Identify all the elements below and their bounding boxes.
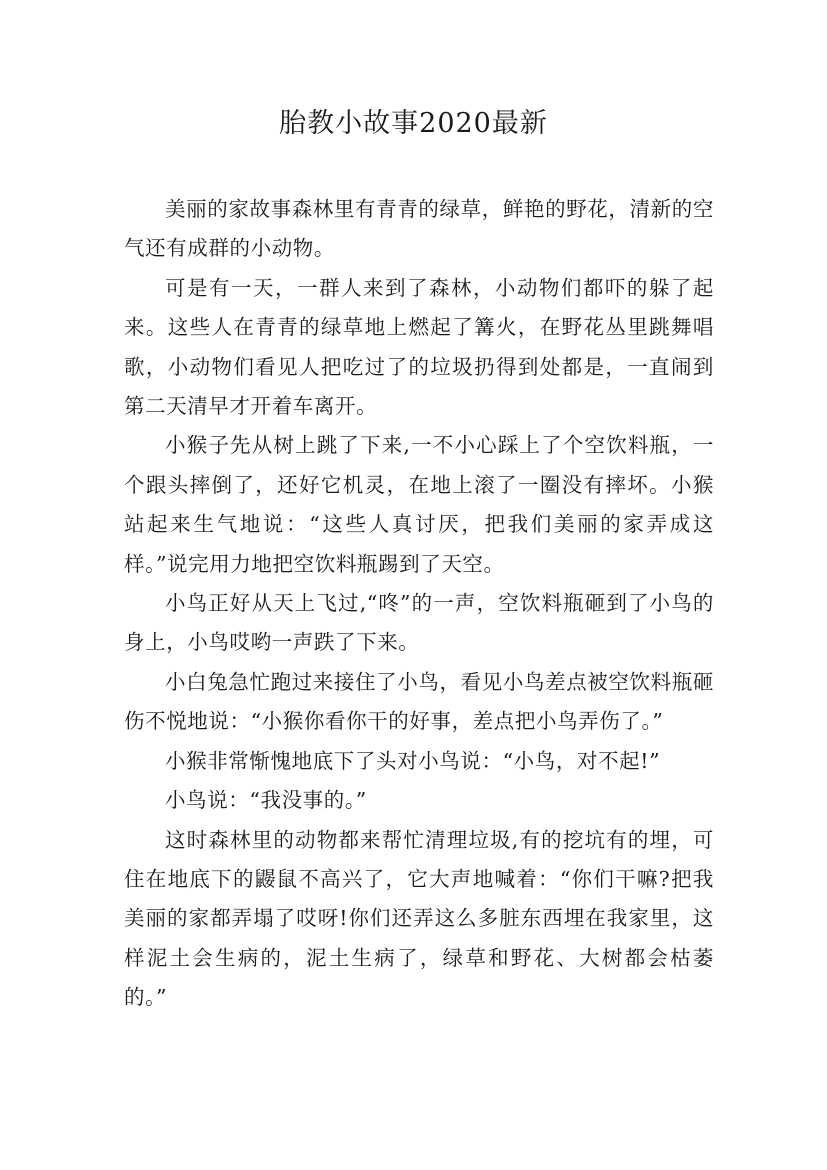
paragraph-2: 可是有一天，一群人来到了森林，小动物们都吓的躲了起来。这些人在青青的绿草地上燃起了篝火，在野花丛里跳舞唱歌，小动物们看见人把吃过了的垃圾扔得到处都是，一直闹到第二天清早才开着车离开。 xyxy=(124,275,714,419)
document-body xyxy=(124,190,714,1018)
paragraph-5: 小白兔急忙跑过来接住了小鸟，看见小鸟差点被空饮料瓶砸伤不悦地说：“小猴你看你干的好事，差点把小鸟弄伤了。” xyxy=(124,669,714,734)
paragraph-8: 这时森林里的动物都来帮忙清理垃圾,有的挖坑有的埋，可住在地底下的鼹鼠不高兴了，它大声地喊着：“你们干嘛?把我美丽的家都弄塌了哎呀!你们还弄这么多脏东西埋在我家里，这样泥土会生病的，泥土生病了，绿草和野花、大树都会枯萎的。” xyxy=(124,827,714,1010)
paragraph-4: 小鸟正好从天上飞过,“咚”的一声，空饮料瓶砸到了小鸟的身上，小鸟哎哟一声跌了下来。 xyxy=(124,591,714,655)
document-title: 胎教小故事2020最新 xyxy=(279,108,548,139)
paragraph-3: 小猴子先从树上跳了下来,一不小心踩上了个空饮料瓶，一个跟头摔倒了，还好它机灵，在地上滚了一圈没有摔坏。小猴站起来生气地说：“这些人真讨厌，把我们美丽的家弄成这样。”说完用力地把空饮料瓶踢到了天空。 xyxy=(124,433,714,576)
paragraph-7: 小鸟说：“我没事的。” xyxy=(165,788,367,813)
paragraph-6: 小猴非常惭愧地底下了头对小鸟说：“小鸟，对不起!” xyxy=(165,748,661,773)
paragraph-1: 美丽的家故事森林里有青青的绿草，鲜艳的野花，清新的空气还有成群的小动物。 xyxy=(124,197,714,261)
